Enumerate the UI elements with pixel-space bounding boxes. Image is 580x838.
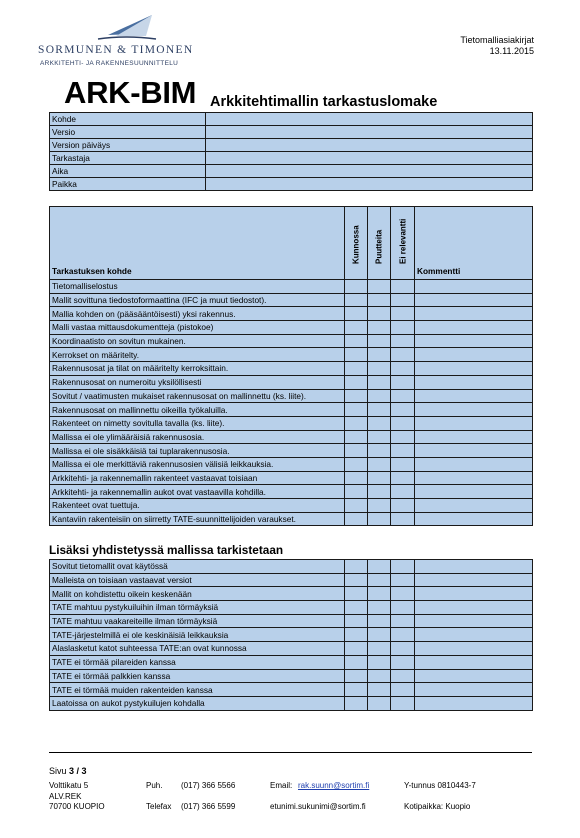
info-value-field[interactable] <box>206 152 533 165</box>
missing-checkbox-cell[interactable] <box>368 573 391 587</box>
not-relevant-checkbox-cell[interactable] <box>391 655 415 669</box>
business-id: Y-tunnus 0810443-7 <box>404 781 476 790</box>
checklist-item-label: Rakennusosat on numeroitu yksilöllisesti <box>50 375 345 389</box>
checklist-row <box>50 375 533 389</box>
ok-checkbox-cell[interactable] <box>345 587 368 601</box>
ok-checkbox-cell[interactable] <box>345 457 368 471</box>
not-relevant-checkbox-cell[interactable] <box>391 512 415 526</box>
checklist-row <box>50 280 533 294</box>
checklist-row <box>50 416 533 430</box>
combined-model-checklist <box>49 559 533 711</box>
checklist-row <box>50 293 533 307</box>
comment-cell[interactable] <box>415 457 533 471</box>
info-value-field[interactable] <box>206 165 533 178</box>
checklist-row <box>50 321 533 335</box>
info-label: Tarkastaja <box>50 152 206 165</box>
document-type: Tietomalliasiakirjat <box>460 35 534 45</box>
comment-cell[interactable] <box>415 444 533 458</box>
missing-checkbox-cell[interactable] <box>368 334 391 348</box>
comment-cell[interactable] <box>415 416 533 430</box>
form-subtitle: Arkkitehtimallin tarkastuslomake <box>210 94 438 110</box>
ok-checkbox-cell[interactable] <box>345 512 368 526</box>
info-table <box>49 112 533 191</box>
email-link[interactable]: rak.suunn@sortim.fi <box>298 781 370 790</box>
comment-cell[interactable] <box>415 389 533 403</box>
missing-checkbox-cell[interactable] <box>368 485 391 499</box>
not-relevant-checkbox-cell[interactable] <box>391 628 415 642</box>
ok-checkbox-cell[interactable] <box>345 293 368 307</box>
missing-checkbox-cell[interactable] <box>368 375 391 389</box>
checklist-row <box>50 389 533 403</box>
ok-checkbox-cell[interactable] <box>345 348 368 362</box>
checklist-row <box>50 655 533 669</box>
checklist-item-label: Mallia kohden on (pääsääntöisesti) yksi rakennus. <box>50 307 345 321</box>
main-title: ARK-BIM <box>64 75 197 110</box>
not-relevant-checkbox-cell[interactable] <box>391 389 415 403</box>
info-value-field[interactable] <box>206 113 533 126</box>
checklist-item-label: TATE ei törmää muiden rakenteiden kanssa <box>50 683 345 697</box>
info-label: Paikka <box>50 178 206 191</box>
checklist-row <box>50 471 533 485</box>
address-line: Volttikatu 5 <box>49 781 89 790</box>
checklist-table <box>49 206 533 526</box>
not-relevant-checkbox-cell[interactable] <box>391 348 415 362</box>
ok-checkbox-cell[interactable] <box>345 669 368 683</box>
checklist-row <box>50 573 533 587</box>
ok-checkbox-cell[interactable] <box>345 601 368 615</box>
ok-checkbox-cell[interactable] <box>345 389 368 403</box>
checklist-item-label: Mallissa ei ole merkittäviä rakennusosien välisiä leikkauksia. <box>50 457 345 471</box>
col-header-not-relevant: Ei relevantti <box>391 207 415 280</box>
checklist-item-label: Arkkitehti- ja rakennemallin aukot ovat vastaavilla kohdilla. <box>50 485 345 499</box>
not-relevant-checkbox-cell[interactable] <box>391 601 415 615</box>
checklist-item-label: Rakennusosat ja tilat on määritelty kerroksittain. <box>50 362 345 376</box>
comment-cell[interactable] <box>415 655 533 669</box>
missing-checkbox-cell[interactable] <box>368 560 391 574</box>
checklist-item-label: Alaslasketut katot suhteessa TATE:an ovat kunnossa <box>50 642 345 656</box>
checklist-item-label: TATE mahtuu vaakareiteille ilman törmäyksiä <box>50 614 345 628</box>
col-header-comment: Kommentti <box>415 207 533 280</box>
comment-cell[interactable] <box>415 375 533 389</box>
comment-cell[interactable] <box>415 669 533 683</box>
company-address <box>49 781 105 813</box>
phone-label: Puh. <box>146 781 163 790</box>
domicile: Kotipaikka: Kuopio <box>404 802 471 811</box>
footer-divider <box>49 752 532 753</box>
comment-cell[interactable] <box>415 280 533 294</box>
missing-checkbox-cell[interactable] <box>368 499 391 513</box>
missing-checkbox-cell[interactable] <box>368 362 391 376</box>
checklist-row <box>50 628 533 642</box>
not-relevant-checkbox-cell[interactable] <box>391 280 415 294</box>
not-relevant-checkbox-cell[interactable] <box>391 375 415 389</box>
checklist-row <box>50 457 533 471</box>
info-value-field[interactable] <box>206 126 533 139</box>
checklist-item-label: Rakenteet on nimetty sovitulla tavalla (ks. liite). <box>50 416 345 430</box>
checklist-item-label: Sovitut / vaatimusten mukaiset rakennusosat on mallinnettu (ks. liite). <box>50 389 345 403</box>
checklist-item-label: Mallit sovittuna tiedostoformaattina (IFC ja muut tiedostot). <box>50 293 345 307</box>
comment-cell[interactable] <box>415 293 533 307</box>
checklist-row <box>50 512 533 526</box>
comment-cell[interactable] <box>415 403 533 417</box>
col-header-missing: Puutteita <box>368 207 391 280</box>
not-relevant-checkbox-cell[interactable] <box>391 499 415 513</box>
ok-checkbox-cell[interactable] <box>345 573 368 587</box>
info-value-field[interactable] <box>206 139 533 152</box>
company-tagline: ARKKITEHTI- JA RAKENNESUUNNITTELU <box>40 60 179 67</box>
info-label: Kohde <box>50 113 206 126</box>
not-relevant-checkbox-cell[interactable] <box>391 403 415 417</box>
info-row <box>50 152 533 165</box>
ok-checkbox-cell[interactable] <box>345 280 368 294</box>
comment-cell[interactable] <box>415 512 533 526</box>
comment-cell[interactable] <box>415 628 533 642</box>
checklist-row <box>50 696 533 710</box>
checklist-row <box>50 669 533 683</box>
ok-checkbox-cell[interactable] <box>345 416 368 430</box>
checklist-item-label: Rakenteet ovat tuettuja. <box>50 499 345 513</box>
info-label: Version päiväys <box>50 139 206 152</box>
checklist-row <box>50 485 533 499</box>
ok-checkbox-cell[interactable] <box>345 499 368 513</box>
missing-checkbox-cell[interactable] <box>368 669 391 683</box>
info-row <box>50 113 533 126</box>
ok-checkbox-cell[interactable] <box>345 560 368 574</box>
checklist-row <box>50 560 533 574</box>
checklist-row <box>50 430 533 444</box>
checklist-item-label: Arkkitehti- ja rakennemallin rakenteet vastaavat toisiaan <box>50 471 345 485</box>
checklist-item-label: Sovitut tietomallit ovat käytössä <box>50 560 345 574</box>
not-relevant-checkbox-cell[interactable] <box>391 683 415 697</box>
checklist-item-label: TATE-järjestelmillä ei ole keskinäisiä leikkauksia <box>50 628 345 642</box>
ok-checkbox-cell[interactable] <box>345 444 368 458</box>
checklist-row <box>50 499 533 513</box>
comment-cell[interactable] <box>415 587 533 601</box>
ok-checkbox-cell[interactable] <box>345 485 368 499</box>
ok-checkbox-cell[interactable] <box>345 628 368 642</box>
checklist-item-label: Kantaviin rakenteisiin on siirretty TATE-suunnittelijoiden varaukset. <box>50 512 345 526</box>
checklist-item-label: TATE ei törmää pilareiden kanssa <box>50 655 345 669</box>
checklist-row <box>50 403 533 417</box>
comment-cell[interactable] <box>415 601 533 615</box>
document-date: 13.11.2015 <box>489 46 534 56</box>
missing-checkbox-cell[interactable] <box>368 444 391 458</box>
address-line: 70700 KUOPIO <box>49 802 105 811</box>
checklist-row <box>50 587 533 601</box>
comment-cell[interactable] <box>415 334 533 348</box>
company-name: SORMUNEN & TIMONEN <box>38 44 194 56</box>
ok-checkbox-cell[interactable] <box>345 403 368 417</box>
missing-checkbox-cell[interactable] <box>368 416 391 430</box>
not-relevant-checkbox-cell[interactable] <box>391 430 415 444</box>
not-relevant-checkbox-cell[interactable] <box>391 573 415 587</box>
comment-cell[interactable] <box>415 642 533 656</box>
comment-cell[interactable] <box>415 321 533 335</box>
ok-checkbox-cell[interactable] <box>345 430 368 444</box>
ok-checkbox-cell[interactable] <box>345 307 368 321</box>
not-relevant-checkbox-cell[interactable] <box>391 334 415 348</box>
missing-checkbox-cell[interactable] <box>368 601 391 615</box>
info-row <box>50 126 533 139</box>
comment-cell[interactable] <box>415 485 533 499</box>
comment-cell[interactable] <box>415 430 533 444</box>
missing-checkbox-cell[interactable] <box>368 321 391 335</box>
checklist-item-label: Malleista on toisiaan vastaavat versiot <box>50 573 345 587</box>
comment-cell[interactable] <box>415 348 533 362</box>
comment-cell[interactable] <box>415 307 533 321</box>
sail-logo-icon <box>90 14 160 44</box>
not-relevant-checkbox-cell[interactable] <box>391 293 415 307</box>
comment-cell[interactable] <box>415 471 533 485</box>
checklist-row <box>50 601 533 615</box>
ok-checkbox-cell[interactable] <box>345 321 368 335</box>
comment-cell[interactable] <box>415 362 533 376</box>
missing-checkbox-cell[interactable] <box>368 628 391 642</box>
not-relevant-checkbox-cell[interactable] <box>391 642 415 656</box>
col-header-ok: Kunnossa <box>345 207 368 280</box>
missing-checkbox-cell[interactable] <box>368 512 391 526</box>
missing-checkbox-cell[interactable] <box>368 587 391 601</box>
missing-checkbox-cell[interactable] <box>368 642 391 656</box>
checklist-item-label: Kerrokset on määritelty. <box>50 348 345 362</box>
missing-checkbox-cell[interactable] <box>368 280 391 294</box>
checklist-item-label: Mallissa ei ole sisäkkäisiä tai tuplarakennusosia. <box>50 444 345 458</box>
ok-checkbox-cell[interactable] <box>345 471 368 485</box>
not-relevant-checkbox-cell[interactable] <box>391 321 415 335</box>
checklist-row <box>50 348 533 362</box>
missing-checkbox-cell[interactable] <box>368 430 391 444</box>
info-label: Aika <box>50 165 206 178</box>
checklist-row <box>50 683 533 697</box>
not-relevant-checkbox-cell[interactable] <box>391 614 415 628</box>
not-relevant-checkbox-cell[interactable] <box>391 560 415 574</box>
checklist-header-row <box>50 207 533 280</box>
checklist-item-label: Koordinaatisto on sovitun mukainen. <box>50 334 345 348</box>
not-relevant-checkbox-cell[interactable] <box>391 362 415 376</box>
not-relevant-checkbox-cell[interactable] <box>391 457 415 471</box>
email-label: Email: <box>270 781 293 790</box>
missing-checkbox-cell[interactable] <box>368 471 391 485</box>
comment-cell[interactable] <box>415 573 533 587</box>
info-row <box>50 178 533 191</box>
ok-checkbox-cell[interactable] <box>345 683 368 697</box>
missing-checkbox-cell[interactable] <box>368 655 391 669</box>
info-label: Versio <box>50 126 206 139</box>
missing-checkbox-cell[interactable] <box>368 683 391 697</box>
fax-label: Telefax <box>146 802 172 811</box>
fax-number: (017) 366 5599 <box>181 802 236 811</box>
info-row <box>50 139 533 152</box>
checklist-item-label: TATE mahtuu pystykuiluihin ilman törmäyksiä <box>50 601 345 615</box>
missing-checkbox-cell[interactable] <box>368 307 391 321</box>
info-value-field[interactable] <box>206 178 533 191</box>
checklist-row <box>50 362 533 376</box>
checklist-item-label: Tietomalliselostus <box>50 280 345 294</box>
col-header-item: Tarkastuksen kohde <box>50 207 345 280</box>
checklist-row <box>50 614 533 628</box>
missing-checkbox-cell[interactable] <box>368 389 391 403</box>
not-relevant-checkbox-cell[interactable] <box>391 485 415 499</box>
checklist-row <box>50 642 533 656</box>
ok-checkbox-cell[interactable] <box>345 362 368 376</box>
email-template: etunimi.sukunimi@sortim.fi <box>270 802 366 811</box>
section2-title: Lisäksi yhdistetyssä mallissa tarkistetaan <box>49 543 284 557</box>
checklist-row <box>50 334 533 348</box>
page-number: Sivu 3 / 3 <box>49 766 87 776</box>
checklist-item-label: Rakennusosat on mallinnettu oikeilla työkaluilla. <box>50 403 345 417</box>
not-relevant-checkbox-cell[interactable] <box>391 307 415 321</box>
checklist-item-label: Malli vastaa mittausdokumentteja (pistokoe) <box>50 321 345 335</box>
comment-cell[interactable] <box>415 614 533 628</box>
ok-checkbox-cell[interactable] <box>345 696 368 710</box>
missing-checkbox-cell[interactable] <box>368 348 391 362</box>
not-relevant-checkbox-cell[interactable] <box>391 669 415 683</box>
not-relevant-checkbox-cell[interactable] <box>391 471 415 485</box>
checklist-row <box>50 307 533 321</box>
address-line: ALV.REK <box>49 791 82 801</box>
comment-cell[interactable] <box>415 696 533 710</box>
missing-checkbox-cell[interactable] <box>368 293 391 307</box>
ok-checkbox-cell[interactable] <box>345 642 368 656</box>
checklist-item-label: Mallissa ei ole ylimääräisiä rakennusosia. <box>50 430 345 444</box>
checklist-item-label: TATE ei törmää palkkien kanssa <box>50 669 345 683</box>
info-row <box>50 165 533 178</box>
ok-checkbox-cell[interactable] <box>345 655 368 669</box>
document-meta <box>460 35 534 57</box>
not-relevant-checkbox-cell[interactable] <box>391 587 415 601</box>
comment-cell[interactable] <box>415 499 533 513</box>
missing-checkbox-cell[interactable] <box>368 696 391 710</box>
missing-checkbox-cell[interactable] <box>368 403 391 417</box>
missing-checkbox-cell[interactable] <box>368 457 391 471</box>
ok-checkbox-cell[interactable] <box>345 375 368 389</box>
comment-cell[interactable] <box>415 683 533 697</box>
checklist-item-label: Mallit on kohdistettu oikein keskenään <box>50 587 345 601</box>
not-relevant-checkbox-cell[interactable] <box>391 444 415 458</box>
company-logo <box>30 14 230 74</box>
phone-number: (017) 366 5566 <box>181 781 236 790</box>
comment-cell[interactable] <box>415 560 533 574</box>
ok-checkbox-cell[interactable] <box>345 614 368 628</box>
checklist-item-label: Laatoissa on aukot pystykuilujen kohdalla <box>50 696 345 710</box>
ok-checkbox-cell[interactable] <box>345 334 368 348</box>
checklist-row <box>50 444 533 458</box>
not-relevant-checkbox-cell[interactable] <box>391 696 415 710</box>
missing-checkbox-cell[interactable] <box>368 614 391 628</box>
not-relevant-checkbox-cell[interactable] <box>391 416 415 430</box>
